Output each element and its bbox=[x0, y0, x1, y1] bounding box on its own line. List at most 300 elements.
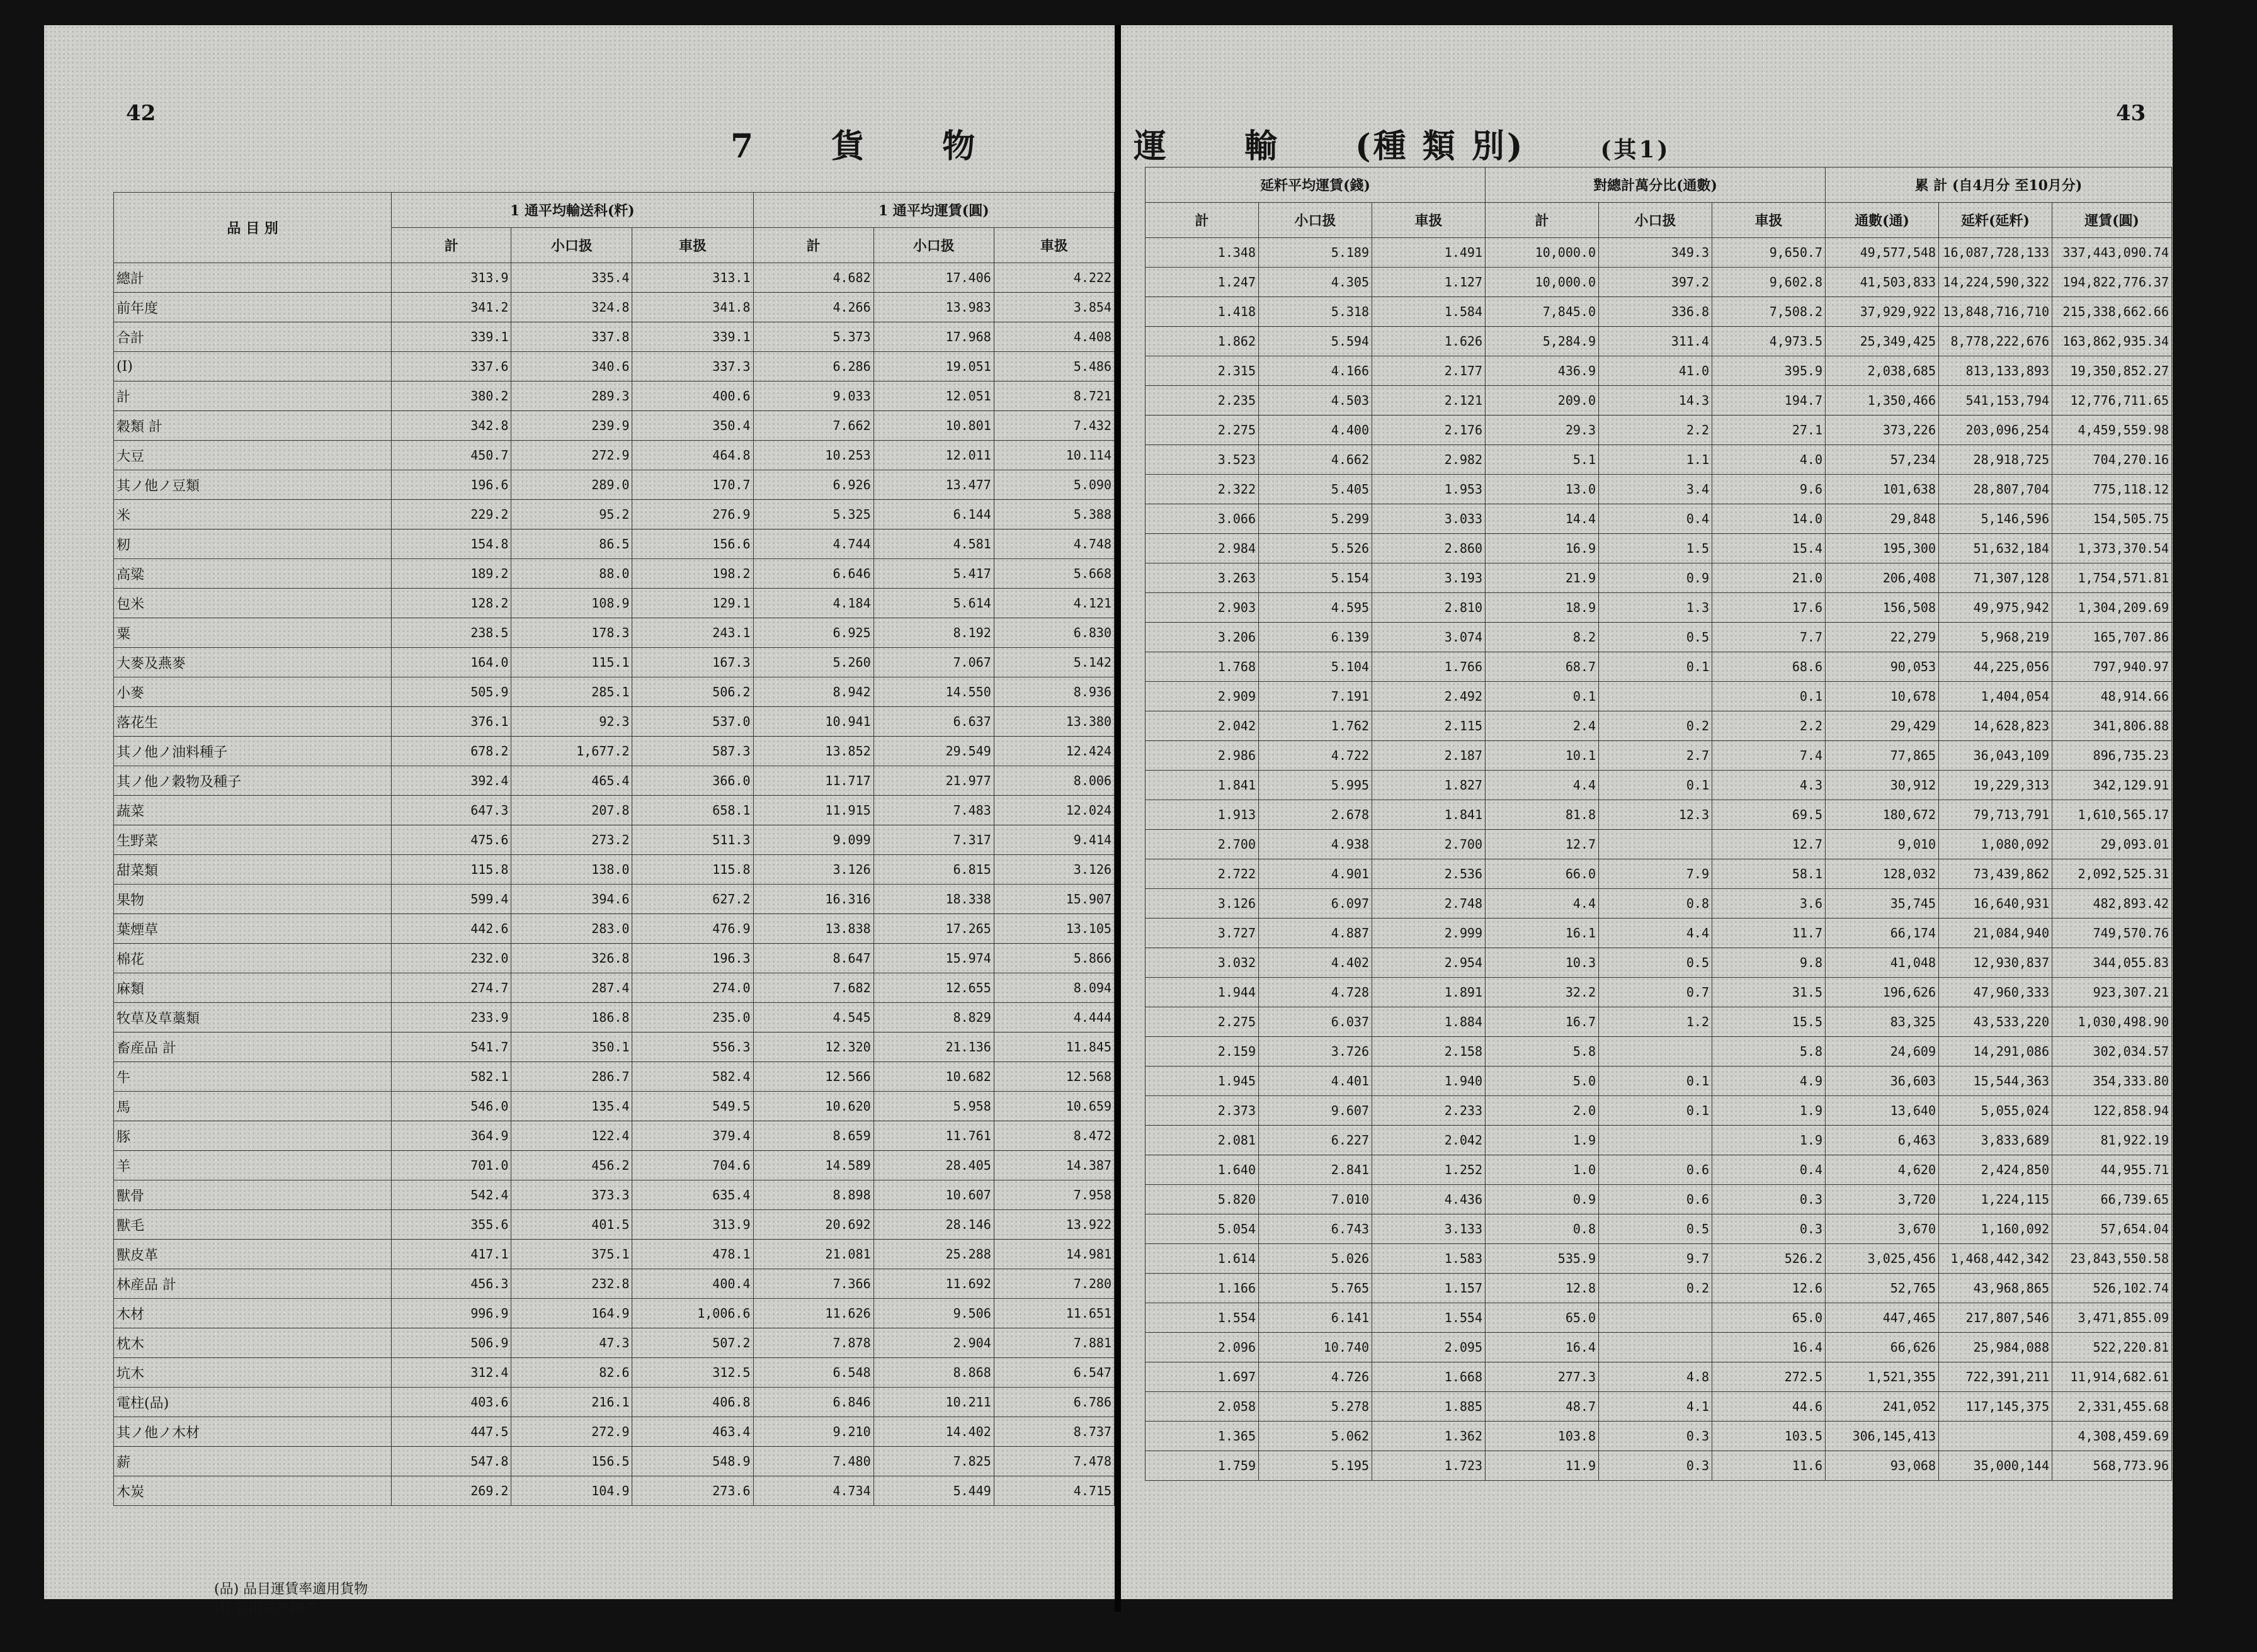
table-cell: 289.3 bbox=[511, 382, 632, 411]
table-cell: 122,858.94 bbox=[2052, 1096, 2172, 1126]
table-cell: 311.4 bbox=[1599, 327, 1712, 356]
table-cell: 21.9 bbox=[1486, 563, 1599, 593]
table-cell: 2.095 bbox=[1372, 1333, 1486, 1362]
table-cell: 0.4 bbox=[1712, 1155, 1826, 1185]
header-kei: 計 bbox=[1146, 203, 1259, 238]
table-cell: 3.854 bbox=[994, 293, 1114, 322]
title-word-1: 貨 bbox=[831, 127, 867, 166]
row-label: 其ノ他ノ豆類 bbox=[114, 470, 392, 500]
table-cell: 13.0 bbox=[1486, 475, 1599, 504]
table-cell: 546.0 bbox=[392, 1092, 511, 1121]
table-cell: 15,544,363 bbox=[1939, 1066, 2052, 1096]
table-row bbox=[114, 973, 1115, 1003]
table-row bbox=[1146, 1333, 2172, 1362]
table-cell: 394.6 bbox=[511, 885, 632, 914]
table-row bbox=[114, 944, 1115, 973]
table-cell: 8.898 bbox=[753, 1180, 873, 1210]
table-cell: 2.176 bbox=[1372, 416, 1486, 445]
table-cell: 29.3 bbox=[1486, 416, 1599, 445]
row-label: 生野菜 bbox=[114, 825, 392, 855]
row-label: 畜産品 計 bbox=[114, 1032, 392, 1062]
table-row bbox=[1146, 1303, 2172, 1333]
table-cell: 3.066 bbox=[1146, 504, 1259, 534]
table-cell: 69.5 bbox=[1712, 800, 1826, 830]
table-cell: 3.033 bbox=[1372, 504, 1486, 534]
table-row bbox=[1146, 948, 2172, 978]
table-cell: 28,807,704 bbox=[1939, 475, 2052, 504]
row-label: 牧草及草藁類 bbox=[114, 1003, 392, 1032]
table-cell: 29,848 bbox=[1826, 504, 1939, 534]
row-label: 薪 bbox=[114, 1447, 392, 1476]
table-cell: 10.941 bbox=[753, 707, 873, 737]
table-cell: 28.405 bbox=[873, 1151, 994, 1180]
table-cell: 10.3 bbox=[1486, 948, 1599, 978]
table-cell: 506.9 bbox=[392, 1328, 511, 1358]
table-cell: 194.7 bbox=[1712, 386, 1826, 416]
table-cell: 122.4 bbox=[511, 1121, 632, 1151]
table-cell: 1.766 bbox=[1372, 652, 1486, 682]
table-cell: 0.5 bbox=[1599, 1214, 1712, 1244]
table-cell: 6.141 bbox=[1259, 1303, 1372, 1333]
table-cell: 283.0 bbox=[511, 914, 632, 944]
table-cell: 41,503,833 bbox=[1826, 268, 1939, 297]
table-cell: 243.1 bbox=[632, 618, 753, 648]
table-cell: 31.5 bbox=[1712, 978, 1826, 1007]
table-cell: 21,084,940 bbox=[1939, 919, 2052, 948]
table-row bbox=[1146, 1422, 2172, 1451]
table-cell: 2.158 bbox=[1372, 1037, 1486, 1066]
table-cell: 68.6 bbox=[1712, 652, 1826, 682]
table-cell: 47.3 bbox=[511, 1328, 632, 1358]
header-ratio: 對總計萬分比(通數) bbox=[1486, 167, 1826, 203]
table-cell: 14,291,086 bbox=[1939, 1037, 2052, 1066]
table-row bbox=[114, 529, 1115, 559]
table-cell: 4.266 bbox=[753, 293, 873, 322]
table-cell: 21.0 bbox=[1712, 563, 1826, 593]
table-cell: 88.0 bbox=[511, 559, 632, 589]
table-cell: 3.126 bbox=[994, 855, 1114, 885]
table-cell: 1,304,209.69 bbox=[2052, 593, 2172, 623]
table-cell: 1.362 bbox=[1372, 1422, 1486, 1451]
table-cell: 269.2 bbox=[392, 1476, 511, 1506]
table-row bbox=[1146, 1096, 2172, 1126]
table-cell: 2.159 bbox=[1146, 1037, 1259, 1066]
table-cell: 635.4 bbox=[632, 1180, 753, 1210]
table-cell: 8.936 bbox=[994, 677, 1114, 707]
table-cell: 25,349,425 bbox=[1826, 327, 1939, 356]
table-cell: 44.6 bbox=[1712, 1392, 1826, 1422]
table-cell: 7.067 bbox=[873, 648, 994, 677]
right-table bbox=[1145, 167, 2172, 1481]
table-cell: 1.940 bbox=[1372, 1066, 1486, 1096]
table-cell: 599.4 bbox=[392, 885, 511, 914]
row-label: 馬 bbox=[114, 1092, 392, 1121]
table-cell: 4.722 bbox=[1259, 741, 1372, 771]
table-cell: 30,912 bbox=[1826, 771, 1939, 800]
table-cell: 4.166 bbox=[1259, 356, 1372, 386]
table-cell: 51,632,184 bbox=[1939, 534, 2052, 563]
table-row bbox=[1146, 297, 2172, 327]
table-cell: 0.3 bbox=[1712, 1214, 1826, 1244]
table-cell: 7,845.0 bbox=[1486, 297, 1599, 327]
table-cell: 582.1 bbox=[392, 1062, 511, 1092]
table-cell: 16.316 bbox=[753, 885, 873, 914]
table-cell: 7.280 bbox=[994, 1269, 1114, 1299]
row-label: (I) bbox=[114, 352, 392, 382]
table-cell: 4.744 bbox=[753, 529, 873, 559]
table-cell: 10.740 bbox=[1259, 1333, 1372, 1362]
table-cell: 0.8 bbox=[1599, 889, 1712, 919]
table-cell: 4.728 bbox=[1259, 978, 1372, 1007]
table-cell: 11,914,682.61 bbox=[2052, 1362, 2172, 1392]
table-cell bbox=[1599, 830, 1712, 859]
table-cell: 14.550 bbox=[873, 677, 994, 707]
table-row bbox=[114, 1447, 1115, 1476]
table-cell: 15.5 bbox=[1712, 1007, 1826, 1037]
table-row bbox=[1146, 356, 2172, 386]
table-cell: 0.1 bbox=[1599, 771, 1712, 800]
table-cell: 375.1 bbox=[511, 1240, 632, 1269]
table-cell: 2.909 bbox=[1146, 682, 1259, 711]
table-cell: 6,463 bbox=[1826, 1126, 1939, 1155]
table-cell: 3.523 bbox=[1146, 445, 1259, 475]
row-label: 葉煙草 bbox=[114, 914, 392, 944]
table-cell: 17.6 bbox=[1712, 593, 1826, 623]
table-cell: 66,739.65 bbox=[2052, 1185, 2172, 1214]
table-row bbox=[114, 648, 1115, 677]
table-cell: 355.6 bbox=[392, 1210, 511, 1240]
table-cell: 7.191 bbox=[1259, 682, 1372, 711]
row-label: 其ノ他ノ油料種子 bbox=[114, 737, 392, 766]
table-cell: 535.9 bbox=[1486, 1244, 1599, 1274]
table-cell: 337.3 bbox=[632, 352, 753, 382]
table-cell: 1.841 bbox=[1146, 771, 1259, 800]
table-cell: 896,735.23 bbox=[2052, 741, 2172, 771]
table-cell: 12.566 bbox=[753, 1062, 873, 1092]
header-kei: 計 bbox=[1486, 203, 1599, 238]
table-cell: 4.402 bbox=[1259, 948, 1372, 978]
table-cell: 28.146 bbox=[873, 1210, 994, 1240]
table-row bbox=[1146, 1007, 2172, 1037]
table-cell: 7.662 bbox=[753, 411, 873, 441]
table-cell: 5.958 bbox=[873, 1092, 994, 1121]
table-cell: 379.4 bbox=[632, 1121, 753, 1151]
table-cell: 5.090 bbox=[994, 470, 1114, 500]
table-row bbox=[114, 1388, 1115, 1417]
table-cell: 0.6 bbox=[1599, 1185, 1712, 1214]
table-cell: 115.8 bbox=[632, 855, 753, 885]
table-cell: 8.2 bbox=[1486, 623, 1599, 652]
table-cell: 9.7 bbox=[1599, 1244, 1712, 1274]
table-cell: 4.4 bbox=[1599, 919, 1712, 948]
row-label: 羊 bbox=[114, 1151, 392, 1180]
table-cell: 194,822,776.37 bbox=[2052, 268, 2172, 297]
table-cell: 6.846 bbox=[753, 1388, 873, 1417]
table-cell: 2.096 bbox=[1146, 1333, 1259, 1362]
table-cell: 203,096,254 bbox=[1939, 416, 2052, 445]
table-cell: 48.7 bbox=[1486, 1392, 1599, 1422]
title-word-2: 物 bbox=[942, 127, 978, 166]
table-cell: 313.9 bbox=[392, 263, 511, 293]
table-cell: 13.922 bbox=[994, 1210, 1114, 1240]
table-cell: 2.177 bbox=[1372, 356, 1486, 386]
table-row bbox=[1146, 771, 2172, 800]
table-cell: 6.926 bbox=[753, 470, 873, 500]
table-row bbox=[1146, 1244, 2172, 1274]
table-cell: 13.983 bbox=[873, 293, 994, 322]
table-cell: 549.5 bbox=[632, 1092, 753, 1121]
table-row bbox=[114, 559, 1115, 589]
table-cell: 15.974 bbox=[873, 944, 994, 973]
table-cell: 232.0 bbox=[392, 944, 511, 973]
table-cell: 2,331,455.68 bbox=[2052, 1392, 2172, 1422]
table-cell: 1.913 bbox=[1146, 800, 1259, 830]
table-cell: 6.227 bbox=[1259, 1126, 1372, 1155]
table-cell: 7.432 bbox=[994, 411, 1114, 441]
table-row bbox=[1146, 534, 2172, 563]
table-cell: 10.211 bbox=[873, 1388, 994, 1417]
book-spread bbox=[44, 25, 2173, 1616]
table-cell: 0.7 bbox=[1599, 978, 1712, 1007]
table-cell: 10.682 bbox=[873, 1062, 994, 1092]
table-cell: 14.402 bbox=[873, 1417, 994, 1447]
table-cell: 344,055.83 bbox=[2052, 948, 2172, 978]
table-cell: 9.506 bbox=[873, 1299, 994, 1328]
table-row bbox=[114, 1299, 1115, 1328]
table-cell: 12.6 bbox=[1712, 1274, 1826, 1303]
table-cell: 313.9 bbox=[632, 1210, 753, 1240]
table-cell: 285.1 bbox=[511, 677, 632, 707]
table-cell: 9.099 bbox=[753, 825, 873, 855]
table-cell: 4.715 bbox=[994, 1476, 1114, 1506]
table-cell: 0.4 bbox=[1599, 504, 1712, 534]
table-row bbox=[1146, 1066, 2172, 1096]
table-cell: 104.9 bbox=[511, 1476, 632, 1506]
table-cell: 0.3 bbox=[1599, 1422, 1712, 1451]
table-row bbox=[114, 1358, 1115, 1388]
table-cell: 196.6 bbox=[392, 470, 511, 500]
table-cell: 0.9 bbox=[1599, 563, 1712, 593]
table-cell: 406.8 bbox=[632, 1388, 753, 1417]
table-cell: 17.265 bbox=[873, 914, 994, 944]
table-cell: 11.9 bbox=[1486, 1451, 1599, 1481]
table-cell: 350.4 bbox=[632, 411, 753, 441]
table-cell: 0.1 bbox=[1486, 682, 1599, 711]
table-cell: 7.682 bbox=[753, 973, 873, 1003]
header-avg-fare: 1 通平均運賃(圓) bbox=[753, 193, 1115, 228]
table-cell: 12.568 bbox=[994, 1062, 1114, 1092]
table-cell: 2.275 bbox=[1146, 1007, 1259, 1037]
table-cell: 0.3 bbox=[1599, 1451, 1712, 1481]
table-cell: 12.7 bbox=[1486, 830, 1599, 859]
table-cell: 57,654.04 bbox=[2052, 1214, 2172, 1244]
table-cell: 7.366 bbox=[753, 1269, 873, 1299]
table-cell: 12.3 bbox=[1599, 800, 1712, 830]
table-cell: 6.637 bbox=[873, 707, 994, 737]
table-row bbox=[1146, 416, 2172, 445]
table-cell: 0.1 bbox=[1599, 1096, 1712, 1126]
table-cell: 4.4 bbox=[1486, 771, 1599, 800]
table-cell: 3.126 bbox=[753, 855, 873, 885]
table-row bbox=[1146, 1126, 2172, 1155]
table-cell: 13,848,716,710 bbox=[1939, 297, 2052, 327]
table-cell: 463.4 bbox=[632, 1417, 753, 1447]
header-unchin: 運賃(圓) bbox=[2052, 203, 2172, 238]
table-cell: 43,533,220 bbox=[1939, 1007, 2052, 1037]
table-cell: 350.1 bbox=[511, 1032, 632, 1062]
left-table bbox=[113, 192, 1115, 1506]
table-cell: 128,032 bbox=[1826, 859, 1939, 889]
table-cell: 465.4 bbox=[511, 766, 632, 796]
table-cell: 66.0 bbox=[1486, 859, 1599, 889]
table-row bbox=[1146, 1185, 2172, 1214]
table-cell: 380.2 bbox=[392, 382, 511, 411]
row-label: 坑木 bbox=[114, 1358, 392, 1388]
table-row bbox=[114, 737, 1115, 766]
table-cell: 13.852 bbox=[753, 737, 873, 766]
row-label: 豚 bbox=[114, 1121, 392, 1151]
table-cell: 103.8 bbox=[1486, 1422, 1599, 1451]
table-cell: 1.554 bbox=[1146, 1303, 1259, 1333]
table-cell: 7.317 bbox=[873, 825, 994, 855]
table-cell: 21.136 bbox=[873, 1032, 994, 1062]
row-label: 牛 bbox=[114, 1062, 392, 1092]
table-cell: 475.6 bbox=[392, 825, 511, 855]
table-cell: 10.659 bbox=[994, 1092, 1114, 1121]
table-cell: 207.8 bbox=[511, 796, 632, 825]
table-cell: 0.2 bbox=[1599, 711, 1712, 741]
table-cell: 239.9 bbox=[511, 411, 632, 441]
table-cell: 16,087,728,133 bbox=[1939, 238, 2052, 268]
table-cell: 16.9 bbox=[1486, 534, 1599, 563]
table-cell: 506.2 bbox=[632, 677, 753, 707]
table-cell: 8.006 bbox=[994, 766, 1114, 796]
table-cell: 4.9 bbox=[1712, 1066, 1826, 1096]
table-row bbox=[1146, 445, 2172, 475]
table-cell: 2.904 bbox=[873, 1328, 994, 1358]
table-cell: 6.097 bbox=[1259, 889, 1372, 919]
table-cell: 13.838 bbox=[753, 914, 873, 944]
table-cell: 5.054 bbox=[1146, 1214, 1259, 1244]
table-cell: 4.662 bbox=[1259, 445, 1372, 475]
table-cell: 5.8 bbox=[1712, 1037, 1826, 1066]
table-cell: 11.7 bbox=[1712, 919, 1826, 948]
table-cell: 476.9 bbox=[632, 914, 753, 944]
table-cell: 13.380 bbox=[994, 707, 1114, 737]
table-cell: 8.868 bbox=[873, 1358, 994, 1388]
table-cell: 44,225,056 bbox=[1939, 652, 2052, 682]
table-cell: 10.114 bbox=[994, 441, 1114, 470]
table-cell: 5.195 bbox=[1259, 1451, 1372, 1481]
table-row bbox=[1146, 238, 2172, 268]
header-tsusu: 通數(通) bbox=[1826, 203, 1939, 238]
table-cell: 996.9 bbox=[392, 1299, 511, 1328]
table-cell: 9.8 bbox=[1712, 948, 1826, 978]
table-cell: 5.449 bbox=[873, 1476, 994, 1506]
table-cell: 3.126 bbox=[1146, 889, 1259, 919]
table-cell: 115.8 bbox=[392, 855, 511, 885]
table-row bbox=[114, 352, 1115, 382]
table-cell: 6.815 bbox=[873, 855, 994, 885]
table-cell: 2.2 bbox=[1712, 711, 1826, 741]
table-cell: 90,053 bbox=[1826, 652, 1939, 682]
table-cell: 6.037 bbox=[1259, 1007, 1372, 1037]
table-cell: 0.1 bbox=[1599, 1066, 1712, 1096]
table-cell: 16.4 bbox=[1486, 1333, 1599, 1362]
table-cell: 9,650.7 bbox=[1712, 238, 1826, 268]
table-cell: 1,080,092 bbox=[1939, 830, 2052, 859]
table-row bbox=[114, 322, 1115, 352]
table-cell bbox=[1599, 1303, 1712, 1333]
table-cell: 2.0 bbox=[1486, 1096, 1599, 1126]
header-kasha: 車扱 bbox=[1712, 203, 1826, 238]
table-cell: 12.320 bbox=[753, 1032, 873, 1062]
table-cell: 1.418 bbox=[1146, 297, 1259, 327]
table-cell: 37,929,922 bbox=[1826, 297, 1939, 327]
table-cell: 2.841 bbox=[1259, 1155, 1372, 1185]
table-cell: 4.545 bbox=[753, 1003, 873, 1032]
table-cell: 1.252 bbox=[1372, 1155, 1486, 1185]
table-row bbox=[114, 293, 1115, 322]
table-cell: 66,174 bbox=[1826, 919, 1939, 948]
table-cell: 312.5 bbox=[632, 1358, 753, 1388]
table-cell: 4.503 bbox=[1259, 386, 1372, 416]
row-label: 籾 bbox=[114, 529, 392, 559]
table-cell: 1.953 bbox=[1372, 475, 1486, 504]
table-cell: 366.0 bbox=[632, 766, 753, 796]
table-cell: 138.0 bbox=[511, 855, 632, 885]
table-cell: 1.583 bbox=[1372, 1244, 1486, 1274]
table-cell: 15.907 bbox=[994, 885, 1114, 914]
table-cell: 2,092,525.31 bbox=[2052, 859, 2172, 889]
table-cell: 82.6 bbox=[511, 1358, 632, 1388]
row-label: 大豆 bbox=[114, 441, 392, 470]
table-cell: 526,102.74 bbox=[2052, 1274, 2172, 1303]
row-label: 木材 bbox=[114, 1299, 392, 1328]
table-cell: 1.9 bbox=[1712, 1096, 1826, 1126]
table-cell: 32.2 bbox=[1486, 978, 1599, 1007]
table-cell: 215,338,662.66 bbox=[2052, 297, 2172, 327]
table-cell: 235.0 bbox=[632, 1003, 753, 1032]
table-cell: 7.7 bbox=[1712, 623, 1826, 652]
table-cell: 4.734 bbox=[753, 1476, 873, 1506]
header-per-km-fare: 延粁平均運賃(錢) bbox=[1146, 167, 1486, 203]
table-cell: 81,922.19 bbox=[2052, 1126, 2172, 1155]
table-cell: 14,628,823 bbox=[1939, 711, 2052, 741]
row-label: 甜菜類 bbox=[114, 855, 392, 885]
table-cell: 4,459,559.98 bbox=[2052, 416, 2172, 445]
table-cell: 1,404,054 bbox=[1939, 682, 2052, 711]
table-cell: 4.444 bbox=[994, 1003, 1114, 1032]
table-cell: 797,940.97 bbox=[2052, 652, 2172, 682]
table-cell: 12.024 bbox=[994, 796, 1114, 825]
row-label: 麻類 bbox=[114, 973, 392, 1003]
table-cell: 336.8 bbox=[1599, 297, 1712, 327]
table-cell: 0.3 bbox=[1712, 1185, 1826, 1214]
table-row bbox=[114, 677, 1115, 707]
table-cell: 2.2 bbox=[1599, 416, 1712, 445]
table-cell: 2,038,685 bbox=[1826, 356, 1939, 386]
table-cell: 4,308,459.69 bbox=[2052, 1422, 2172, 1451]
table-cell: 272.5 bbox=[1712, 1362, 1826, 1392]
table-cell: 400.4 bbox=[632, 1269, 753, 1299]
table-cell: 0.2 bbox=[1599, 1274, 1712, 1303]
table-cell: 478.1 bbox=[632, 1240, 753, 1269]
table-cell: 4.184 bbox=[753, 589, 873, 618]
table-cell: 36,603 bbox=[1826, 1066, 1939, 1096]
table-cell: 3.206 bbox=[1146, 623, 1259, 652]
row-label: 電柱(品) bbox=[114, 1388, 392, 1417]
